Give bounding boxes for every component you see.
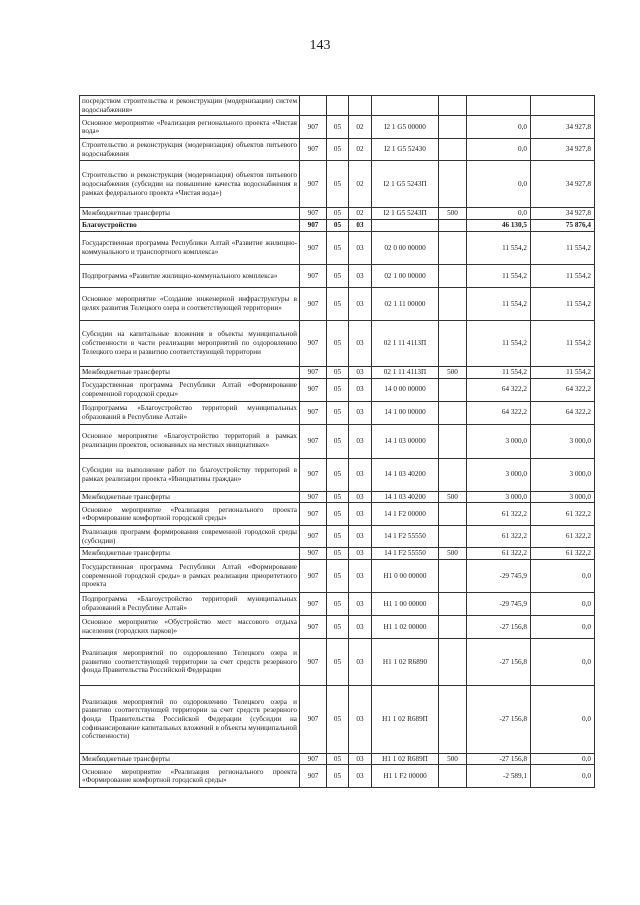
cell-name: Межбюджетные трансферты: [80, 548, 300, 560]
cell-name: Межбюджетные трансферты: [80, 491, 300, 503]
cell-expense-type: [439, 116, 467, 139]
cell-amount-2: 0,0: [531, 765, 595, 788]
cell-section-code: 05: [327, 219, 349, 231]
cell-subsection-code: 03: [349, 458, 372, 491]
cell-target-article: [372, 219, 439, 231]
cell-expense-type: [439, 378, 467, 401]
cell-section-code: 05: [327, 264, 349, 287]
cell-section-code: 05: [327, 287, 349, 320]
cell-amount-1: 61 322,2: [467, 548, 531, 560]
cell-admin-code: 907: [300, 219, 327, 231]
budget-table: [79, 95, 595, 788]
cell-section-code: 05: [327, 116, 349, 139]
cell-name: посредством строительства и реконструкции (модернизации) систем водоснабжения»: [80, 96, 300, 116]
cell-name: Реализация мероприятий по оздоровлению Телецкого озера и развитию соответствующей территории за счет средств резервного фонда Правительства Российской Федерации (субсидии на софинансирование капитальных вложений в объекты муниципальной собственности): [80, 685, 300, 753]
cell-target-article: 14 1 03 40200: [372, 491, 439, 503]
cell-target-article: 14 1 F2 55550: [372, 526, 439, 548]
cell-expense-type: [439, 424, 467, 458]
cell-admin-code: 907: [300, 548, 327, 560]
cell-amount-1: -27 156,8: [467, 615, 531, 638]
cell-admin-code: 907: [300, 638, 327, 685]
cell-target-article: I2 1 G5 52430: [372, 139, 439, 161]
cell-admin-code: 907: [300, 491, 327, 503]
cell-section-code: 05: [327, 161, 349, 208]
cell-subsection-code: 03: [349, 503, 372, 526]
cell-expense-type: [439, 685, 467, 753]
cell-section-code: 05: [327, 491, 349, 503]
cell-name: Основное мероприятие «Создание инженерной инфраструктуры в целях развития Телецкого озера и соответствующей территории»: [80, 287, 300, 320]
cell-subsection-code: 02: [349, 116, 372, 139]
table-row: [80, 592, 595, 615]
cell-subsection-code: 03: [349, 548, 372, 560]
cell-subsection-code: 03: [349, 264, 372, 287]
cell-expense-type: [439, 219, 467, 231]
cell-section-code: 05: [327, 526, 349, 548]
cell-expense-type: [439, 401, 467, 424]
cell-section-code: 05: [327, 765, 349, 788]
table-row: [80, 559, 595, 592]
cell-amount-2: 0,0: [531, 592, 595, 615]
cell-target-article: H1 0 00 00000: [372, 559, 439, 592]
cell-amount-2: 3 000,0: [531, 491, 595, 503]
cell-amount-2: 64 322,2: [531, 378, 595, 401]
cell-amount-2: 11 554,2: [531, 287, 595, 320]
table-row: [80, 638, 595, 685]
table-row: [80, 424, 595, 458]
cell-amount-1: 64 322,2: [467, 401, 531, 424]
cell-admin-code: 907: [300, 320, 327, 366]
cell-section-code: 05: [327, 320, 349, 366]
cell-target-article: 02 0 00 00000: [372, 231, 439, 264]
cell-subsection-code: 03: [349, 366, 372, 378]
table-row: [80, 161, 595, 208]
cell-target-article: 02 1 00 00000: [372, 264, 439, 287]
cell-expense-type: 500: [439, 548, 467, 560]
cell-section-code: 05: [327, 231, 349, 264]
cell-section-code: 05: [327, 139, 349, 161]
cell-amount-2: 3 000,0: [531, 424, 595, 458]
cell-name: Строительство и реконструкция (модернизация) объектов питьевого водоснабжения (субсидии на повышение качества водоснабжения в рамках федерального проекта «Чистая вода»): [80, 161, 300, 208]
cell-amount-1: 3 000,0: [467, 458, 531, 491]
cell-subsection-code: 03: [349, 231, 372, 264]
cell-amount-1: 11 554,2: [467, 264, 531, 287]
table-row: [80, 208, 595, 220]
cell-target-article: I2 1 G5 5243П: [372, 208, 439, 220]
cell-amount-1: -29 745,9: [467, 559, 531, 592]
cell-amount-2: 34 927,8: [531, 139, 595, 161]
cell-name: Реализация программ формирования современной городской среды (субсидии): [80, 526, 300, 548]
cell-expense-type: [439, 264, 467, 287]
cell-subsection-code: 02: [349, 208, 372, 220]
cell-admin-code: 907: [300, 765, 327, 788]
cell-subsection-code: 03: [349, 287, 372, 320]
cell-amount-2: 34 927,8: [531, 208, 595, 220]
table-row: [80, 548, 595, 560]
cell-subsection-code: 03: [349, 559, 372, 592]
cell-section-code: 05: [327, 366, 349, 378]
cell-section-code: 05: [327, 378, 349, 401]
cell-amount-2: 34 927,8: [531, 116, 595, 139]
cell-admin-code: 907: [300, 753, 327, 765]
cell-amount-1: 11 554,2: [467, 231, 531, 264]
cell-target-article: H1 1 02 00000: [372, 615, 439, 638]
cell-admin-code: 907: [300, 458, 327, 491]
cell-admin-code: [300, 96, 327, 116]
table-row: [80, 615, 595, 638]
cell-subsection-code: 03: [349, 638, 372, 685]
cell-expense-type: [439, 526, 467, 548]
table-row: [80, 320, 595, 366]
cell-expense-type: 500: [439, 753, 467, 765]
cell-expense-type: 500: [439, 491, 467, 503]
cell-amount-2: 0,0: [531, 615, 595, 638]
cell-admin-code: 907: [300, 615, 327, 638]
cell-amount-2: 34 927,8: [531, 161, 595, 208]
cell-section-code: [327, 96, 349, 116]
cell-name: Субсидии на капитальные вложения в объекты муниципальной собственности в части реализации мероприятий по оздоровлению Телецкого озера и развитию соответствующей территории: [80, 320, 300, 366]
cell-name: Подпрограмма «Благоустройство территорий муниципальных образований в Республике Алтай»: [80, 401, 300, 424]
cell-amount-2: 11 554,2: [531, 366, 595, 378]
cell-expense-type: [439, 765, 467, 788]
cell-expense-type: [439, 320, 467, 366]
cell-subsection-code: 03: [349, 320, 372, 366]
cell-amount-2: 3 000,0: [531, 458, 595, 491]
cell-amount-1: -27 156,8: [467, 685, 531, 753]
cell-name: Благоустройство: [80, 219, 300, 231]
cell-name: Государственная программа Республики Алтай «Формирование современной городской среды» в рамках реализации приоритетного проекта: [80, 559, 300, 592]
cell-expense-type: 500: [439, 208, 467, 220]
budget-table-body: [80, 96, 595, 788]
cell-section-code: 05: [327, 592, 349, 615]
cell-amount-2: 11 554,2: [531, 231, 595, 264]
table-row: [80, 219, 595, 231]
cell-admin-code: 907: [300, 401, 327, 424]
cell-subsection-code: 03: [349, 685, 372, 753]
cell-target-article: H1 1 02 R6890: [372, 638, 439, 685]
cell-admin-code: 907: [300, 231, 327, 264]
cell-amount-1: 0,0: [467, 116, 531, 139]
cell-amount-1: 0,0: [467, 161, 531, 208]
cell-subsection-code: 03: [349, 615, 372, 638]
cell-name: Межбюджетные трансферты: [80, 208, 300, 220]
cell-section-code: 05: [327, 548, 349, 560]
cell-admin-code: 907: [300, 685, 327, 753]
cell-amount-2: 11 554,2: [531, 264, 595, 287]
cell-name: Подпрограмма «Благоустройство территорий муниципальных образований в Республике Алтай»: [80, 592, 300, 615]
cell-target-article: 14 1 F2 55550: [372, 548, 439, 560]
cell-admin-code: 907: [300, 366, 327, 378]
cell-subsection-code: 03: [349, 491, 372, 503]
cell-amount-1: -27 156,8: [467, 638, 531, 685]
cell-section-code: 05: [327, 424, 349, 458]
cell-amount-1: 3 000,0: [467, 491, 531, 503]
table-row: [80, 378, 595, 401]
cell-section-code: 05: [327, 753, 349, 765]
cell-expense-type: [439, 96, 467, 116]
cell-subsection-code: 02: [349, 139, 372, 161]
cell-target-article: 14 1 03 40200: [372, 458, 439, 491]
cell-target-article: H1 1 F2 00000: [372, 765, 439, 788]
cell-subsection-code: 03: [349, 424, 372, 458]
cell-expense-type: [439, 287, 467, 320]
cell-amount-2: 11 554,2: [531, 320, 595, 366]
cell-amount-2: 64 322,2: [531, 401, 595, 424]
cell-subsection-code: 03: [349, 753, 372, 765]
cell-name: Основное мероприятие «Реализация регионального проекта «Формирование комфортной городской среды»: [80, 503, 300, 526]
table-row: [80, 96, 595, 116]
cell-section-code: 05: [327, 401, 349, 424]
cell-admin-code: 907: [300, 526, 327, 548]
cell-admin-code: 907: [300, 208, 327, 220]
cell-subsection-code: 03: [349, 219, 372, 231]
cell-subsection-code: 02: [349, 161, 372, 208]
cell-amount-2: [531, 96, 595, 116]
cell-target-article: I2 1 G5 5243П: [372, 161, 439, 208]
cell-target-article: I2 1 G5 00000: [372, 116, 439, 139]
cell-expense-type: [439, 161, 467, 208]
cell-section-code: 05: [327, 559, 349, 592]
table-row: [80, 753, 595, 765]
cell-amount-1: 61 322,2: [467, 503, 531, 526]
cell-admin-code: 907: [300, 592, 327, 615]
cell-target-article: H1 1 02 R689П: [372, 753, 439, 765]
cell-subsection-code: 03: [349, 765, 372, 788]
table-row: [80, 458, 595, 491]
cell-section-code: 05: [327, 638, 349, 685]
cell-section-code: 05: [327, 458, 349, 491]
cell-subsection-code: 03: [349, 401, 372, 424]
cell-expense-type: [439, 615, 467, 638]
cell-amount-2: 75 876,4: [531, 219, 595, 231]
cell-admin-code: 907: [300, 161, 327, 208]
cell-amount-2: 0,0: [531, 638, 595, 685]
cell-target-article: 02 1 11 4113П: [372, 366, 439, 378]
cell-section-code: 05: [327, 208, 349, 220]
table-row: [80, 366, 595, 378]
cell-subsection-code: 03: [349, 378, 372, 401]
cell-expense-type: [439, 592, 467, 615]
cell-admin-code: 907: [300, 264, 327, 287]
cell-target-article: H1 1 00 00000: [372, 592, 439, 615]
cell-expense-type: [439, 503, 467, 526]
cell-admin-code: 907: [300, 424, 327, 458]
cell-name: Основное мероприятие «Обустройство мест массового отдыха населения (городских парков)»: [80, 615, 300, 638]
table-row: [80, 526, 595, 548]
cell-amount-2: 0,0: [531, 753, 595, 765]
cell-expense-type: [439, 638, 467, 685]
cell-name: Подпрограмма «Развитие жилищно-коммунального комплекса»: [80, 264, 300, 287]
cell-expense-type: 500: [439, 366, 467, 378]
cell-admin-code: 907: [300, 503, 327, 526]
cell-admin-code: 907: [300, 378, 327, 401]
cell-name: Государственная программа Республики Алтай «Формирование современной городской среды»: [80, 378, 300, 401]
cell-subsection-code: 03: [349, 526, 372, 548]
cell-amount-1: 3 000,0: [467, 424, 531, 458]
cell-amount-1: 11 554,2: [467, 366, 531, 378]
cell-amount-2: 0,0: [531, 685, 595, 753]
cell-target-article: [372, 96, 439, 116]
cell-amount-1: 11 554,2: [467, 320, 531, 366]
table-row: [80, 116, 595, 139]
cell-amount-2: 61 322,2: [531, 503, 595, 526]
cell-amount-1: 46 130,5: [467, 219, 531, 231]
cell-target-article: 02 1 11 4113П: [372, 320, 439, 366]
cell-expense-type: [439, 458, 467, 491]
cell-target-article: 14 1 00 00000: [372, 401, 439, 424]
table-row: [80, 765, 595, 788]
table-row: [80, 491, 595, 503]
cell-amount-2: 0,0: [531, 559, 595, 592]
table-row: [80, 264, 595, 287]
cell-admin-code: 907: [300, 116, 327, 139]
cell-name: Межбюджетные трансферты: [80, 753, 300, 765]
cell-target-article: H1 1 02 R689П: [372, 685, 439, 753]
cell-amount-1: -27 156,8: [467, 753, 531, 765]
cell-section-code: 05: [327, 615, 349, 638]
cell-target-article: 14 1 03 00000: [372, 424, 439, 458]
cell-amount-1: -29 745,9: [467, 592, 531, 615]
cell-name: Основное мероприятие «Благоустройство территорий в рамках реализации проектов, основанных на местных инициативах»: [80, 424, 300, 458]
cell-name: Основное мероприятие «Реализация регионального проекта «Чистая вода»: [80, 116, 300, 139]
cell-expense-type: [439, 139, 467, 161]
cell-amount-1: 64 322,2: [467, 378, 531, 401]
table-row: [80, 231, 595, 264]
cell-section-code: 05: [327, 503, 349, 526]
cell-subsection-code: 03: [349, 592, 372, 615]
cell-amount-1: 11 554,2: [467, 287, 531, 320]
cell-amount-2: 61 322,2: [531, 548, 595, 560]
table-row: [80, 401, 595, 424]
cell-expense-type: [439, 231, 467, 264]
table-row: [80, 503, 595, 526]
cell-amount-1: 0,0: [467, 208, 531, 220]
cell-name: Межбюджетные трансферты: [80, 366, 300, 378]
table-row: [80, 685, 595, 753]
cell-target-article: 02 1 11 00000: [372, 287, 439, 320]
cell-expense-type: [439, 559, 467, 592]
cell-target-article: 14 0 00 00000: [372, 378, 439, 401]
cell-name: Государственная программа Республики Алтай «Развитие жилищно-коммунального и транспортного комплекса»: [80, 231, 300, 264]
cell-admin-code: 907: [300, 287, 327, 320]
cell-admin-code: 907: [300, 139, 327, 161]
cell-name: Реализация мероприятий по оздоровлению Телецкого озера и развитию соответствующей территории за счет средств резервного фонда Правительства Российской Федерации: [80, 638, 300, 685]
table-row: [80, 287, 595, 320]
cell-amount-1: 0,0: [467, 139, 531, 161]
cell-amount-1: 61 322,2: [467, 526, 531, 548]
table-row: [80, 139, 595, 161]
cell-section-code: 05: [327, 685, 349, 753]
cell-name: Субсидии на выполнение работ по благоустройству территорий в рамках реализации проекта «Инициативы граждан»: [80, 458, 300, 491]
cell-amount-1: -2 589,1: [467, 765, 531, 788]
page-number: 143: [309, 38, 331, 53]
cell-name: Строительство и реконструкция (модернизация) объектов питьевого водоснабжения: [80, 139, 300, 161]
cell-target-article: 14 1 F2 00000: [372, 503, 439, 526]
cell-subsection-code: [349, 96, 372, 116]
cell-amount-1: [467, 96, 531, 116]
cell-amount-2: 61 322,2: [531, 526, 595, 548]
cell-name: Основное мероприятие «Реализация регионального проекта «Формирование комфортной городской среды»: [80, 765, 300, 788]
cell-admin-code: 907: [300, 559, 327, 592]
